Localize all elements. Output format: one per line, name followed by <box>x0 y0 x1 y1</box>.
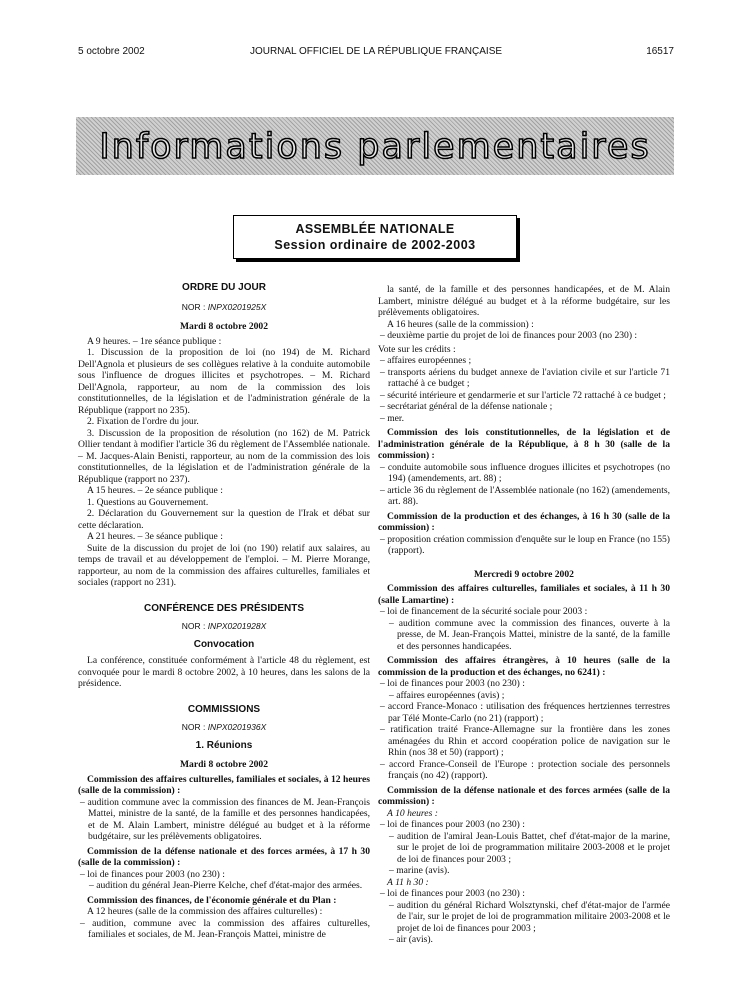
ordre-para: 1. Questions au Gouvernement. <box>87 496 209 508</box>
ordre-heading: ORDRE DU JOUR <box>182 282 266 293</box>
ordre-para: 1. Discussion de la proposition de loi (no 194) de M. Richard Dell'Agnola et plusieurs de ses collègues relative à la conduite automobile sous l'influence de drogues illicites et psychotropes. – M. Richard Dell'Agnola, rapporteur, au nom de la commission des lois constitutionnelles, de la législation et de l'administration générale de la République (rapport no 235). <box>78 347 370 416</box>
agenda-subitem: – audition commune avec la commission des finances, ouverte à la presse, de M. Jean-François Mattei, ministre de la santé, de la famille et des personnes handicapées. <box>389 617 670 652</box>
agenda-subitem: – audition du général Richard Wolsztynski, chef d'état-major de l'armée de l'air, sur le projet de loi de programmation militaire 2003-2008 et le projet de loi de finances pour 2003 ; <box>389 899 670 934</box>
commission-heading: Commission des affaires culturelles, familiales et sociales, à 11 h 30 (salle Lamartine) : <box>378 583 670 606</box>
agenda-subitem: – affaires européennes (avis) ; <box>389 689 505 701</box>
assembly-name: ASSEMBLÉE NATIONALE <box>295 222 455 236</box>
header-page-number: 16517 <box>646 46 674 57</box>
running-header <box>78 46 674 60</box>
agenda-item: – accord France-Monaco : utilisation des fréquences hertziennes terrestres par Télé Monte-Carlo (no 21) (rapport) ; <box>380 701 670 724</box>
header-journal-title: JOURNAL OFFICIEL DE LA RÉPUBLIQUE FRANÇAISE <box>249 46 503 57</box>
agenda-time: A 12 heures (salle de la commission des affaires culturelles) : <box>87 906 323 917</box>
header-date: 5 octobre 2002 <box>78 46 145 57</box>
commission-heading: Commission des lois constitutionnelles, de la législation et de l'administration générale de la République, à 8 h 30 (salle de la commission) : <box>378 427 670 461</box>
commission-heading: Commission de la production et des échanges, à 16 h 30 (salle de la commission) : <box>378 510 670 533</box>
agenda-subitem: – audition du général Jean-Pierre Kelche, chef d'état-major des armées. <box>89 880 363 891</box>
agenda-item: – audition commune avec la commission des finances de M. Jean-François Mattei, ministre de la santé, de la famille et des personnes handicapées, et de M. Alain Lambert, ministre délégué au budget et à la réforme budgétaire, sur les prélèvements obligatoires. <box>80 796 370 842</box>
section-banner <box>76 117 674 175</box>
agenda-item: – proposition création commission d'enquête sur le loup en France (no 155) (rapport). <box>380 533 670 556</box>
wednesday-date: Mercredi 9 octobre 2002 <box>474 568 574 580</box>
vote-label: Vote sur les crédits : <box>378 343 456 355</box>
conf-subheading: Convocation <box>193 638 255 650</box>
ordre-para: 2. Fixation de l'ordre du jour. <box>87 416 199 427</box>
agenda-item: – accord France-Conseil de l'Europe : protection sociale des personnels français (no 42) (rapport). <box>380 758 670 781</box>
agenda-item: – loi de finances pour 2003 (no 230) : <box>380 888 525 899</box>
agenda-item: – affaires européennes ; <box>380 355 472 366</box>
agenda-item: – deuxième partie du projet de loi de finances pour 2003 (no 230) : <box>380 330 638 341</box>
agenda-item: – ratification traité France-Allemagne sur la frontière dans les zones aménagées du Rhin et accord coopération police de navigation sur le Rhin (nos 38 et 50) (rapport) ; <box>380 724 670 758</box>
assembly-title-box <box>233 215 517 259</box>
agenda-item: – loi de finances pour 2003 (no 230) : <box>380 678 525 689</box>
session-label: Session ordinaire de 2002-2003 <box>274 238 476 252</box>
agenda-item: – conduite automobile sous influence drogues illicites et psychotropes (no 194) (amendements, art. 88) ; <box>380 461 670 484</box>
commission-heading: Commission des finances, de l'économie générale et du Plan : <box>87 894 337 906</box>
ordre-nor: NOR : INPX0201925X <box>181 301 267 312</box>
comm-date: Mardi 8 octobre 2002 <box>179 759 269 770</box>
comm-heading: COMMISSIONS <box>187 703 261 715</box>
agenda-item: – audition, commune avec la commission des affaires culturelles, familiales et sociales, de M. Jean-François Mattei, ministre de <box>80 917 370 940</box>
agenda-item: – article 36 du règlement de l'Assemblée nationale (no 162) (amendements, art. 88). <box>380 484 670 507</box>
ordre-para: 3. Discussion de la proposition de résolution (no 162) de M. Patrick Ollier tendant à modifier l'article 36 du règlement de l'Assemblée nationale. – M. Jacques-Alain Benisti, rapporteur, au nom de la commission des lois constitutionnelles, de la législation et de l'administration générale de la République (rapport no 237). <box>78 427 370 485</box>
conf-heading: CONFÉRENCE DES PRÉSIDENTS <box>143 602 305 614</box>
ordre-para: 2. Déclaration du Gouvernement sur la question de l'Irak et débat sur cette déclaration. <box>78 508 370 531</box>
agenda-item: – mer. <box>380 412 404 424</box>
ordre-para: A 15 heures. – 2e séance publique : <box>87 485 223 496</box>
agenda-subitem: – marine (avis). <box>389 865 450 876</box>
commission-heading: Commission de la défense nationale et des forces armées (salle de la commission) : <box>378 784 670 807</box>
comm-nor: NOR : INPX0201936X <box>181 722 267 732</box>
agenda-item: – secrétariat général de la défense nationale ; <box>380 401 553 412</box>
ordre-date: Mardi 8 octobre 2002 <box>179 321 269 332</box>
right-column <box>378 284 670 946</box>
commission-heading: Commission des affaires étrangères, à 10 heures (salle de la commission de la production et des échanges, no 6241) : <box>378 655 670 678</box>
conf-para: La conférence, constituée conformément à l'article 48 du règlement, est convoquée pour le mardi 8 octobre 2002, à 10 heures, dans les salons de la présidence. <box>78 655 370 689</box>
agenda-item: – transports aériens du budget annexe de l'aviation civile et sur l'article 71 rattaché à ce budget ; <box>380 366 670 389</box>
agenda-subitem: – audition de l'amiral Jean-Louis Battet, chef d'état-major de la marine, sur le projet de loi de programmation militaire 2003-2008 et le projet de loi de finances pour 2003 ; <box>389 830 670 865</box>
agenda-item: la santé, de la famille et des personnes handicapées, et de M. Alain Lambert, ministre délégué au budget et à la réforme budgétaire, sur les prélèvements obligatoires. <box>378 284 670 318</box>
conf-nor: NOR : INPX0201928X <box>181 621 267 631</box>
commission-heading: Commission des affaires culturelles, familiales et sociales, à 12 heures (salle de la commission) : <box>78 773 370 796</box>
agenda-item: – loi de finances pour 2003 (no 230) : <box>80 868 225 880</box>
ordre-para: A 21 heures. – 3e séance publique : <box>87 531 223 542</box>
agenda-item: – loi de finances pour 2003 (no 230) : <box>380 819 525 830</box>
ordre-para: A 9 heures. – 1re séance publique : <box>87 335 222 347</box>
agenda-item: – loi de financement de la sécurité sociale pour 2003 : <box>380 606 588 617</box>
agenda-time: A 16 heures (salle de la commission) : <box>387 318 534 330</box>
commission-heading: Commission de la défense nationale et des forces armées, à 17 h 30 (salle de la commission) : <box>78 845 370 868</box>
agenda-item: – sécurité intérieure et gendarmerie et sur l'article 72 rattaché à ce budget ; <box>380 389 666 401</box>
agenda-time: A 10 heures : <box>387 807 438 819</box>
agenda-time: A 11 h 30 : <box>387 876 429 888</box>
ordre-para: Suite de la discussion du projet de loi (no 190) relatif aux salaires, au temps de travail et au développement de l'emploi. – M. Pierre Morange, rapporteur, au nom de la commission des affaires culturelles, familiales et sociales (rapport no 231). <box>78 542 370 588</box>
comm-subheading: 1. Réunions <box>195 739 253 751</box>
banner-title: Informations parlementaires <box>99 127 651 167</box>
agenda-subitem: – air (avis). <box>389 934 433 945</box>
left-column <box>78 282 370 941</box>
